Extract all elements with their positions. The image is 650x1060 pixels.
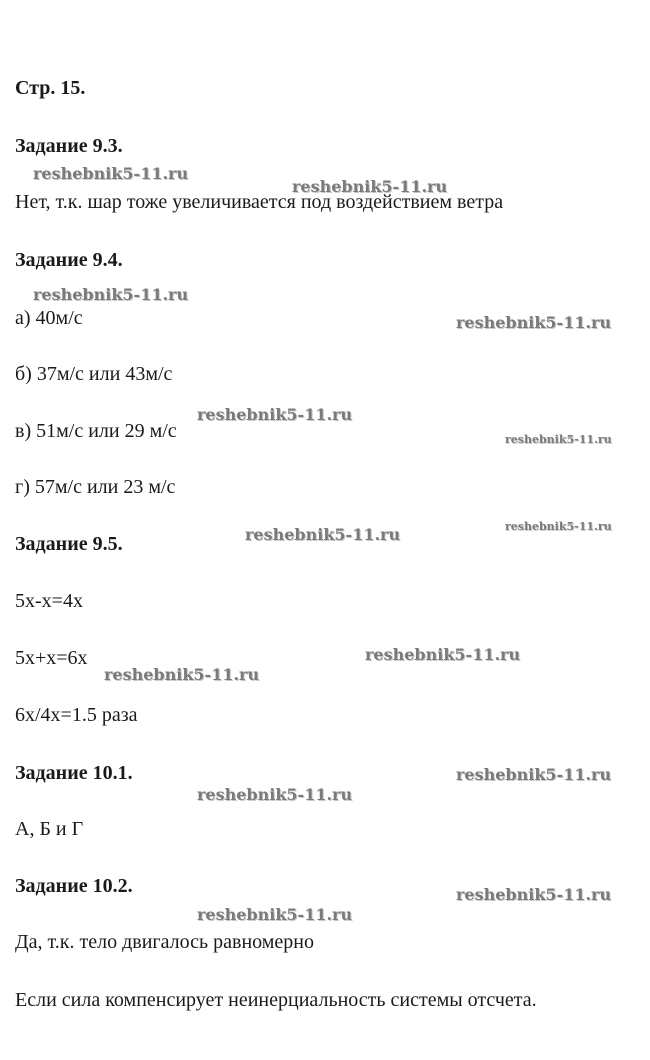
answer-text: б) 37м/с или 43м/с bbox=[15, 363, 173, 385]
task-heading-9-4: Задание 9.4. bbox=[15, 249, 123, 271]
task-heading-10-1: Задание 10.1. bbox=[15, 762, 133, 784]
answer-text: г) 57м/с или 23 м/с bbox=[15, 476, 176, 498]
answer-text: 5x+x=6x bbox=[15, 647, 88, 669]
watermark: reshebnik5-11.ru bbox=[33, 164, 189, 183]
watermark: reshebnik5-11.ru bbox=[365, 645, 521, 664]
watermark: reshebnik5-11.ru bbox=[505, 433, 612, 446]
task-heading-9-5: Задание 9.5. bbox=[15, 533, 123, 555]
watermark: reshebnik5-11.ru bbox=[456, 313, 612, 332]
task-heading-9-3: Задание 9.3. bbox=[15, 135, 123, 157]
task-heading-10-2: Задание 10.2. bbox=[15, 875, 133, 897]
watermark: reshebnik5-11.ru bbox=[197, 905, 353, 924]
page-title: Стр. 15. bbox=[15, 77, 86, 99]
watermark: reshebnik5-11.ru bbox=[292, 177, 448, 196]
answer-text: 5x-x=4x bbox=[15, 590, 83, 612]
answer-text: Если сила компенсирует неинерциальность системы отсчета. bbox=[15, 989, 537, 1011]
answer-text: Нет, т.к. шар тоже увеличивается под воздействием ветра bbox=[15, 191, 504, 213]
answer-text: а) 40м/с bbox=[15, 307, 83, 329]
answer-text: Да, т.к. тело двигалось равномерно bbox=[15, 931, 315, 953]
watermark: reshebnik5-11.ru bbox=[456, 885, 612, 904]
watermark: reshebnik5-11.ru bbox=[505, 520, 612, 533]
watermark: reshebnik5-11.ru bbox=[197, 785, 353, 804]
watermark: reshebnik5-11.ru bbox=[245, 525, 401, 544]
watermark: reshebnik5-11.ru bbox=[197, 405, 353, 424]
answer-text: 6x/4x=1.5 раза bbox=[15, 704, 138, 726]
watermark: reshebnik5-11.ru bbox=[104, 665, 260, 684]
watermark: reshebnik5-11.ru bbox=[33, 285, 189, 304]
answer-text: А, Б и Г bbox=[15, 818, 84, 840]
watermark: reshebnik5-11.ru bbox=[456, 765, 612, 784]
answer-text: в) 51м/с или 29 м/с bbox=[15, 420, 177, 442]
